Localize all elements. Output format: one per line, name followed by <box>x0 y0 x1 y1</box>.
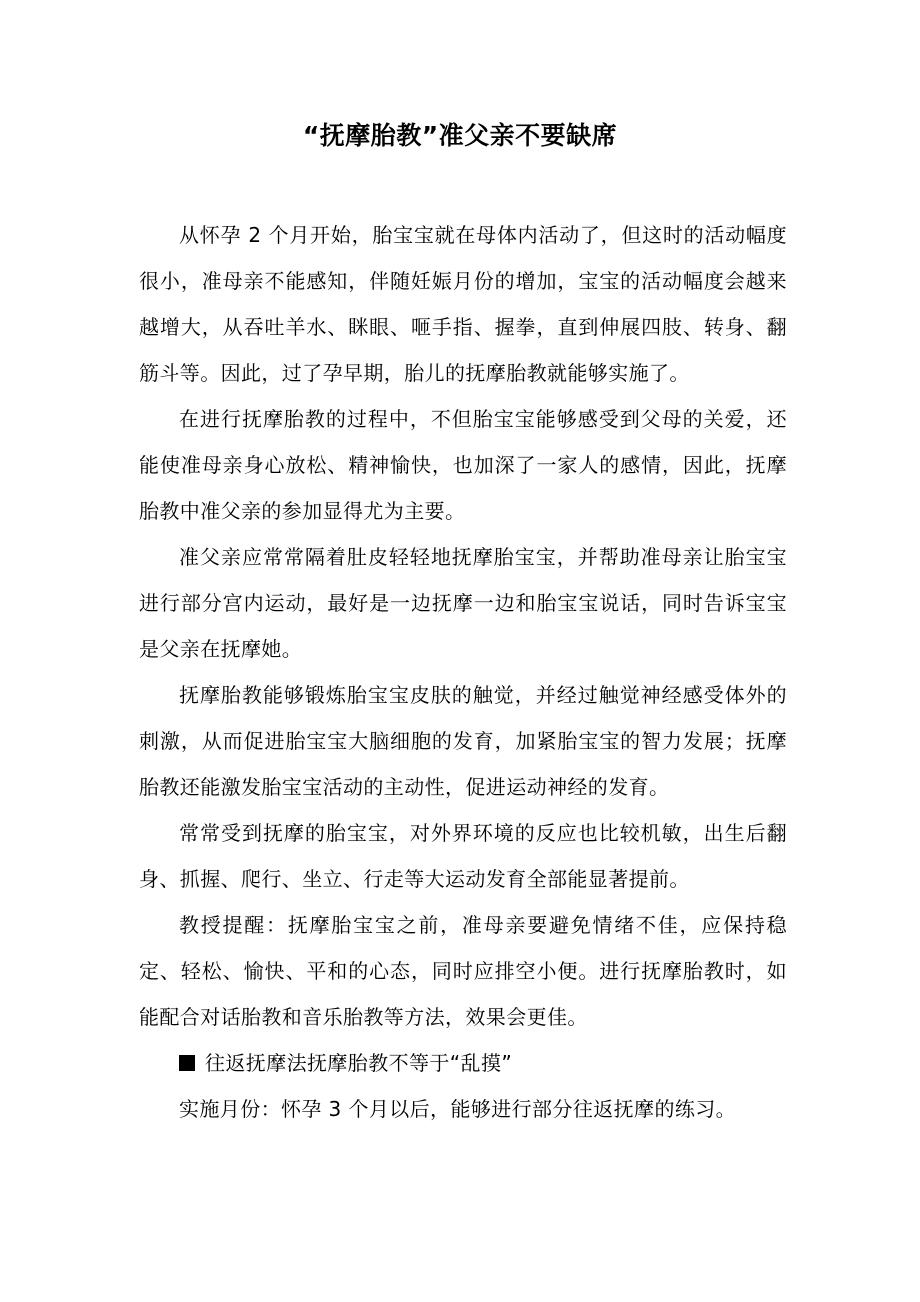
section-heading-text: 往返抚摩法抚摩胎教不等于“乱摸” <box>205 1051 513 1075</box>
document-body <box>139 212 787 1132</box>
final-paragraph: 实施月份：怀孕 3 个月以后，能够进行部分往返抚摩的练习。 <box>179 1097 737 1121</box>
document-title: “抚摩胎教”准父亲不要缺席 <box>302 121 618 150</box>
paragraph-1: 从怀孕 2 个月开始，胎宝宝就在母体内活动了，但这时的活动幅度很小，准母亲不能感知，伴随妊娠月份的增加，宝宝的活动幅度会越来越增大，从吞吐羊水、眯眼、咂手指、握拳，直到伸展四肢、转身、翻筋斗等。因此，过了孕早期，胎儿的抚摩胎教就能够实施了。 <box>139 223 787 385</box>
black-square-icon <box>179 1055 195 1071</box>
paragraph-3: 准父亲应常常隔着肚皮轻轻地抚摩胎宝宝，并帮助准母亲让胎宝宝进行部分宫内运动，最好是一边抚摩一边和胎宝宝说话，同时告诉宝宝是父亲在抚摩她。 <box>139 545 787 661</box>
paragraph-4: 抚摩胎教能够锻炼胎宝宝皮肤的触觉，并经过触觉神经感受体外的刺激，从而促进胎宝宝大脑细胞的发育，加紧胎宝宝的智力发展；抚摩胎教还能激发胎宝宝活动的主动性，促进运动神经的发育。 <box>139 683 787 799</box>
section-heading <box>139 1040 787 1086</box>
paragraph-6: 教授提醒：抚摩胎宝宝之前，准母亲要避免情绪不佳，应保持稳定、轻松、愉快、平和的心态，同时应排空小便。进行抚摩胎教时，如能配合对话胎教和音乐胎教等方法，效果会更佳。 <box>139 913 787 1029</box>
paragraph-5: 常常受到抚摩的胎宝宝，对外界环境的反应也比较机敏，出生后翻身、抓握、爬行、坐立、行走等大运动发育全部能显著提前。 <box>139 821 787 891</box>
paragraph-2: 在进行抚摩胎教的过程中，不但胎宝宝能够感受到父母的关爱，还能使准母亲身心放松、精神愉快，也加深了一家人的感情，因此，抚摩胎教中准父亲的参加显得尤为主要。 <box>139 407 787 523</box>
